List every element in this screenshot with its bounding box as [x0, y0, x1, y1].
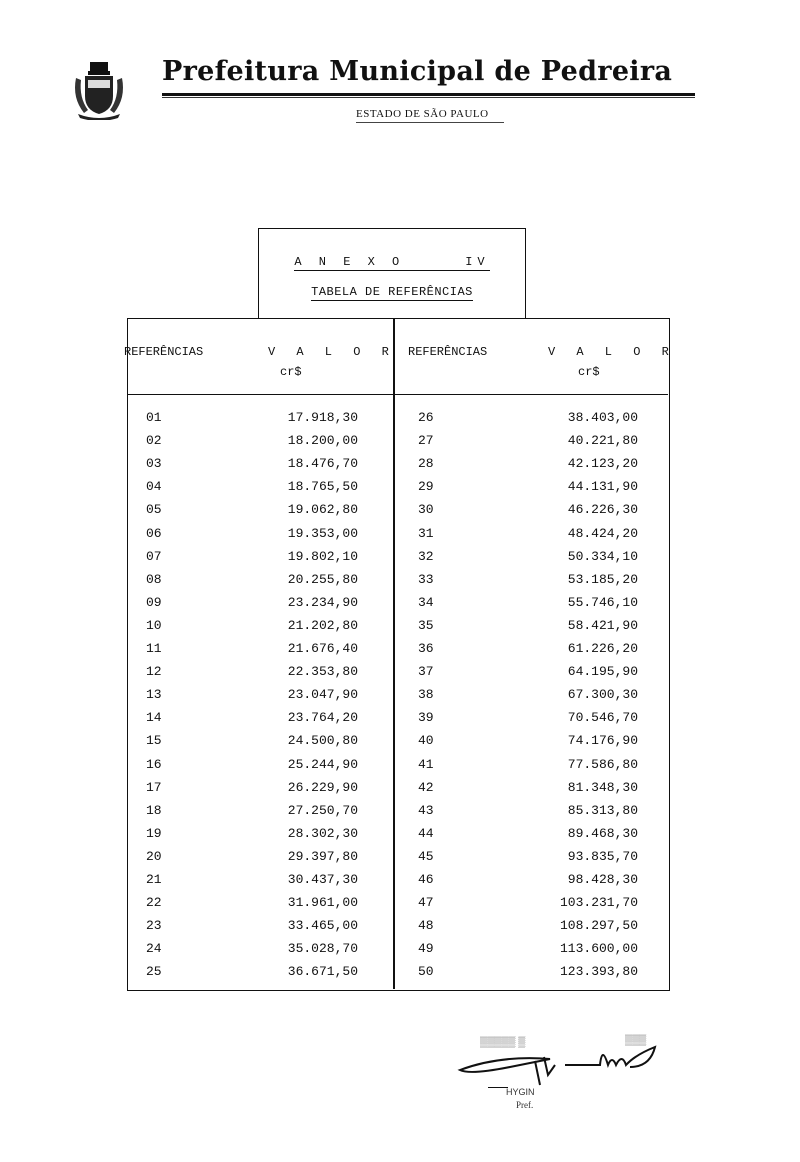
reference-value: 93.835,70 [567, 848, 638, 864]
handwritten-signature-icon [440, 1025, 690, 1095]
currency-left: cr$ [280, 365, 302, 379]
reference-value: 27.250,70 [287, 802, 358, 818]
reference-number: 45 [418, 848, 434, 864]
reference-number: 37 [418, 664, 434, 680]
reference-number: 32 [418, 548, 434, 564]
reference-value: 36.671,50 [287, 964, 358, 980]
reference-number: 41 [418, 756, 434, 772]
reference-value: 24.500,80 [287, 733, 358, 749]
reference-value: 20.255,80 [287, 571, 358, 587]
reference-value: 26.229,90 [287, 779, 358, 795]
reference-number: 12 [146, 664, 162, 680]
reference-value: 44.131,90 [567, 479, 638, 495]
reference-value: 85.313,80 [567, 802, 638, 818]
letterhead-subtitle: ESTADO DE SÃO PAULO [356, 108, 489, 120]
reference-number: 48 [418, 918, 434, 934]
reference-number: 49 [418, 941, 434, 957]
reference-value: 108.297,50 [559, 918, 638, 934]
reference-number: 02 [146, 433, 162, 449]
reference-number: 23 [146, 918, 162, 934]
reference-value: 46.226,30 [567, 502, 638, 518]
value-header-right: V A L O R [548, 345, 676, 359]
reference-number: 40 [418, 733, 434, 749]
reference-number: 29 [418, 479, 434, 495]
header-rule [128, 394, 668, 395]
reference-value: 98.428,30 [567, 872, 638, 887]
reference-number: 30 [418, 502, 434, 518]
subtitle-rule [356, 122, 504, 123]
reference-value: 23.764,20 [287, 710, 358, 726]
reference-number: 11 [146, 641, 162, 656]
reference-value: 48.424,20 [567, 525, 638, 541]
reference-value: 50.334,10 [567, 548, 638, 564]
reference-number: 39 [418, 710, 434, 726]
reference-number: 17 [146, 779, 162, 795]
reference-number: 36 [418, 641, 434, 656]
reference-value: 38.403,00 [567, 410, 638, 425]
reference-number: 05 [146, 502, 162, 518]
reference-number: 10 [146, 617, 162, 633]
reference-value: 58.421,90 [567, 617, 638, 633]
reference-number: 16 [146, 756, 162, 772]
reference-number: 04 [146, 479, 162, 495]
ref-header-left: REFERÊNCIAS [124, 345, 204, 359]
reference-value: 29.397,80 [287, 848, 358, 864]
reference-value: 28.302,30 [287, 825, 358, 841]
reference-value: 18.476,70 [287, 456, 358, 472]
reference-value: 89.468,30 [567, 825, 638, 841]
reference-value: 19.353,00 [287, 525, 358, 541]
reference-number: 28 [418, 456, 434, 472]
signature-block [440, 1025, 690, 1125]
reference-number: 42 [418, 779, 434, 795]
reference-number: 25 [146, 964, 162, 980]
reference-number: 08 [146, 571, 162, 587]
reference-table [124, 318, 676, 991]
reference-number: 43 [418, 802, 434, 818]
reference-number: 46 [418, 872, 434, 887]
reference-value: 21.202,80 [287, 617, 358, 633]
reference-number: 26 [418, 410, 434, 425]
value-header-left: V A L O R [268, 345, 396, 359]
reference-number: 14 [146, 710, 162, 726]
letterhead-rule [162, 93, 695, 96]
reference-number: 21 [146, 872, 162, 887]
reference-value: 42.123,20 [567, 456, 638, 472]
reference-value: 23.234,90 [287, 594, 358, 610]
column-divider [393, 319, 395, 989]
reference-value: 74.176,90 [567, 733, 638, 749]
reference-value: 67.300,30 [567, 687, 638, 703]
reference-number: 38 [418, 687, 434, 703]
reference-value: 31.961,00 [287, 895, 358, 911]
reference-value: 70.546,70 [567, 710, 638, 726]
reference-value: 19.802,10 [287, 548, 358, 564]
reference-value: 22.353,80 [287, 664, 358, 680]
municipal-coat-of-arms-icon [70, 58, 128, 120]
reference-value: 77.586,80 [567, 756, 638, 772]
reference-value: 18.765,50 [287, 479, 358, 495]
reference-number: 24 [146, 941, 162, 957]
currency-right: cr$ [578, 365, 600, 379]
reference-value: 53.185,20 [567, 571, 638, 587]
reference-value: 103.231,70 [559, 895, 638, 911]
reference-value: 61.226,20 [567, 641, 638, 656]
reference-number: 31 [418, 525, 434, 541]
reference-value: 19.062,80 [287, 502, 358, 518]
reference-value: 33.465,00 [287, 918, 358, 934]
reference-number: 19 [146, 825, 162, 841]
reference-value: 123.393,80 [559, 964, 638, 980]
annex-title-box [258, 228, 526, 318]
reference-value: 81.348,30 [567, 779, 638, 795]
letterhead-rule-thin [162, 97, 695, 98]
reference-number: 50 [418, 964, 434, 980]
reference-number: 03 [146, 456, 162, 472]
letterhead-title: Prefeitura Municipal de Pedreira [162, 56, 673, 87]
reference-number: 01 [146, 410, 162, 425]
reference-value: 64.195,90 [567, 664, 638, 680]
reference-value: 30.437,30 [287, 872, 358, 887]
signatory-role: Pref. [516, 1100, 534, 1110]
reference-number: 27 [418, 433, 434, 449]
reference-value: 25.244,90 [287, 756, 358, 772]
reference-value: 21.676,40 [287, 641, 358, 656]
signatory-name: HYGIN [506, 1087, 535, 1097]
reference-value: 113.600,00 [559, 941, 638, 957]
reference-value: 40.221,80 [567, 433, 638, 449]
svg-text:▒▒▒: ▒▒▒ [625, 1035, 647, 1046]
ref-header-right: REFERÊNCIAS [408, 345, 488, 359]
reference-number: 15 [146, 733, 162, 749]
reference-number: 44 [418, 825, 434, 841]
reference-number: 06 [146, 525, 162, 541]
annex-label: A N E X O IV [294, 255, 490, 269]
reference-value: 18.200,00 [287, 433, 358, 449]
reference-value: 17.918,30 [287, 410, 358, 425]
svg-text:▒▒▒▒▒ ▒: ▒▒▒▒▒ ▒ [480, 1037, 526, 1048]
reference-value: 35.028,70 [287, 941, 358, 957]
reference-value: 55.746,10 [567, 594, 638, 610]
reference-number: 13 [146, 687, 162, 703]
reference-value: 23.047,90 [287, 687, 358, 703]
annex-subtitle: TABELA DE REFERÊNCIAS [311, 285, 473, 299]
reference-number: 20 [146, 848, 162, 864]
reference-number: 34 [418, 594, 434, 610]
reference-number: 18 [146, 802, 162, 818]
reference-number: 22 [146, 895, 162, 911]
reference-number: 07 [146, 548, 162, 564]
reference-number: 33 [418, 571, 434, 587]
reference-number: 47 [418, 895, 434, 911]
reference-number: 35 [418, 617, 434, 633]
reference-number: 09 [146, 594, 162, 610]
